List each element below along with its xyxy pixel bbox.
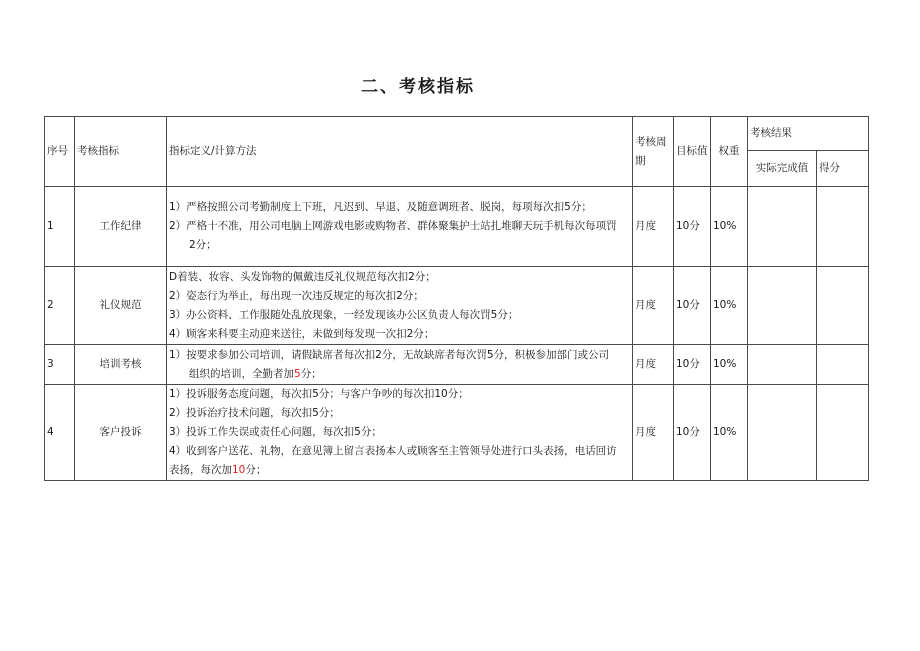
row-score (817, 385, 869, 481)
row-definition (167, 345, 633, 385)
row-indicator: 礼仪规范 (75, 267, 167, 345)
definition-text: 分； (245, 464, 267, 476)
definition-line: 1）投诉服务态度问题，每次扣5分；与客户争吵的每次扣10分； (169, 388, 469, 400)
row-actual (748, 345, 817, 385)
row-period: 月度 (633, 187, 674, 267)
definition-line (169, 461, 630, 480)
header-result: 考核结果 (748, 117, 869, 151)
table-row (45, 385, 869, 481)
row-indicator: 客户投诉 (75, 385, 167, 481)
header-target: 目标值 (674, 117, 711, 187)
definition-line: 4）顾客来科要主动迎来送往，未做到每发现一次扣2分； (169, 327, 435, 340)
row-actual (748, 187, 817, 267)
row-indicator: 工作纪律 (75, 187, 167, 267)
definition-line: D着装、妆容、头发饰物的佩戴违反礼仪规范每次扣2分； (169, 270, 436, 283)
row-score (817, 267, 869, 345)
definition-line: 1）按要求参加公司培训，请假缺席者每次扣2分，无故缺席者每次罚5分，积极参加部门或公司 (169, 348, 610, 361)
row-weight: 10% (711, 267, 748, 345)
definition-line (169, 365, 630, 384)
row-score (817, 187, 869, 267)
row-definition (167, 267, 633, 345)
row-target: 10分 (674, 187, 711, 267)
row-seq: 4 (45, 385, 75, 481)
row-period: 月度 (633, 267, 674, 345)
row-indicator: 培训考核 (75, 345, 167, 385)
row-target: 10分 (674, 345, 711, 385)
row-weight: 10% (711, 345, 748, 385)
row-definition (167, 385, 633, 481)
kpi-table (44, 116, 869, 481)
definition-text: 表扬，每次加 (169, 464, 232, 476)
bonus-value: 5 (294, 367, 301, 380)
definition-line: 3）投诉工作失误或责任心问题，每次扣5分； (169, 426, 382, 438)
section-title: 二、考核指标 (361, 77, 475, 97)
definition-line: 2）严格十不准，用公司电脑上网游戏电影或购物者、群体聚集护士站扎堆聊天玩手机每次每项罚 (169, 220, 617, 232)
definition-line: 2分； (189, 239, 217, 251)
header-row (45, 117, 869, 151)
row-weight: 10% (711, 187, 748, 267)
header-period: 考核周期 (633, 117, 674, 187)
header-indicator: 考核指标 (75, 117, 167, 187)
row-actual (748, 385, 817, 481)
header-definition: 指标定义/计算方法 (167, 117, 633, 187)
row-target: 10分 (674, 267, 711, 345)
row-period: 月度 (633, 385, 674, 481)
row-definition (167, 187, 633, 267)
table-row (45, 345, 869, 385)
bonus-value: 10 (232, 464, 246, 476)
definition-line: 1）严格按照公司考勤制度上下班，凡迟到、早退、及随意调班者、脱岗，每项每次扣5分； (169, 201, 592, 213)
row-seq: 2 (45, 267, 75, 345)
definition-line: 2）姿态行为举止，每出现一次违反规定的每次扣2分； (169, 289, 424, 302)
header-seq: 序号 (45, 117, 75, 187)
row-actual (748, 267, 817, 345)
definition-line: 4）收到客户送花、礼物，在意见簿上留言表扬本人或顾客至主管领导处进行口头表扬，电话回访 (169, 445, 617, 457)
header-actual: 实际完成值 (748, 151, 817, 187)
table-row (45, 267, 869, 345)
definition-text: 组织的培训，全勤者加 (189, 367, 294, 380)
definition-line: 3）办公资料、工作服随处乱放现象，一经发现该办公区负责人每次罚5分； (169, 308, 519, 321)
table-row (45, 187, 869, 267)
row-target: 10分 (674, 385, 711, 481)
row-score (817, 345, 869, 385)
header-weight: 权重 (711, 117, 748, 187)
header-score: 得分 (817, 151, 869, 187)
row-period: 月度 (633, 345, 674, 385)
row-seq: 3 (45, 345, 75, 385)
row-weight: 10% (711, 385, 748, 481)
definition-line: 2）投诉治疗技术问题，每次扣5分； (169, 407, 340, 419)
definition-text: 分； (300, 367, 322, 380)
row-seq: 1 (45, 187, 75, 267)
